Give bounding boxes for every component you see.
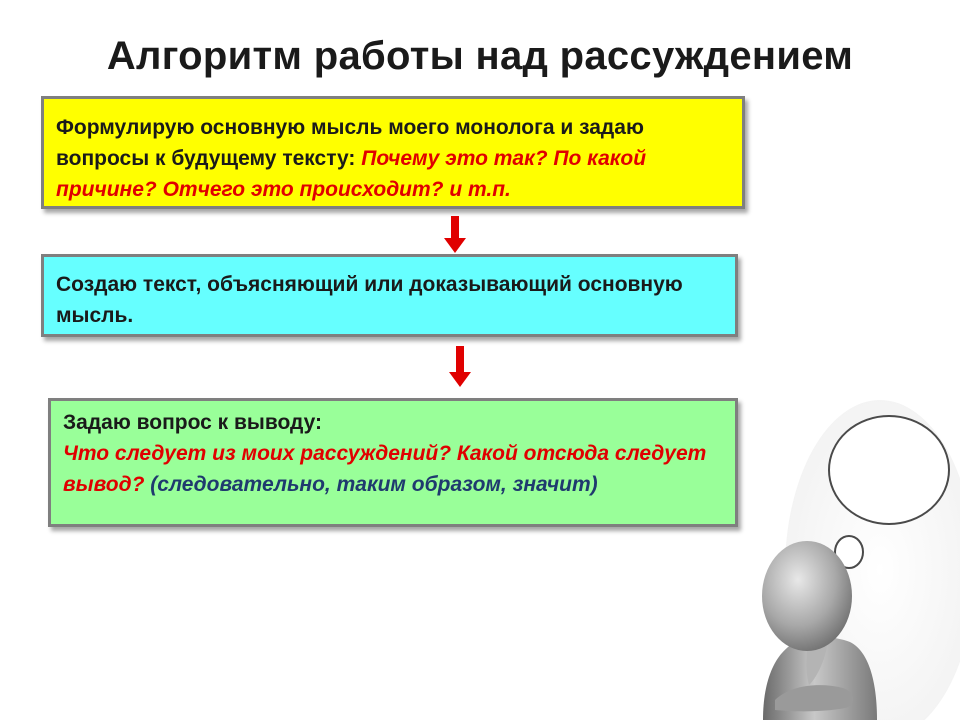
down-arrow-icon (447, 346, 473, 388)
step-box-2 (41, 254, 738, 337)
step-3-questions: Что следует из моих рассуждений? Какой отсюда следует вывод? (63, 442, 707, 496)
step-1-questions: Почему это так? По какой причине? Отчего это происходит? и т.п. (56, 147, 647, 201)
down-arrow-icon (442, 216, 468, 254)
page-title: Алгоритм работы над рассуждением (106, 34, 854, 78)
step-1-text: Формулирую основную мысль моего монолога и задаю вопросы к будущему тексту: (56, 116, 644, 170)
step-3-text: Задаю вопрос к выводу: (63, 411, 323, 434)
step-box-1 (41, 96, 745, 209)
step-3-note: (следовательно, таким образом, значит) (150, 473, 598, 496)
step-box-3 (48, 398, 738, 527)
thinking-person-icon (745, 400, 960, 720)
step-2-text: Создаю текст, объясняющий или доказывающий основную мысль. (56, 273, 683, 327)
